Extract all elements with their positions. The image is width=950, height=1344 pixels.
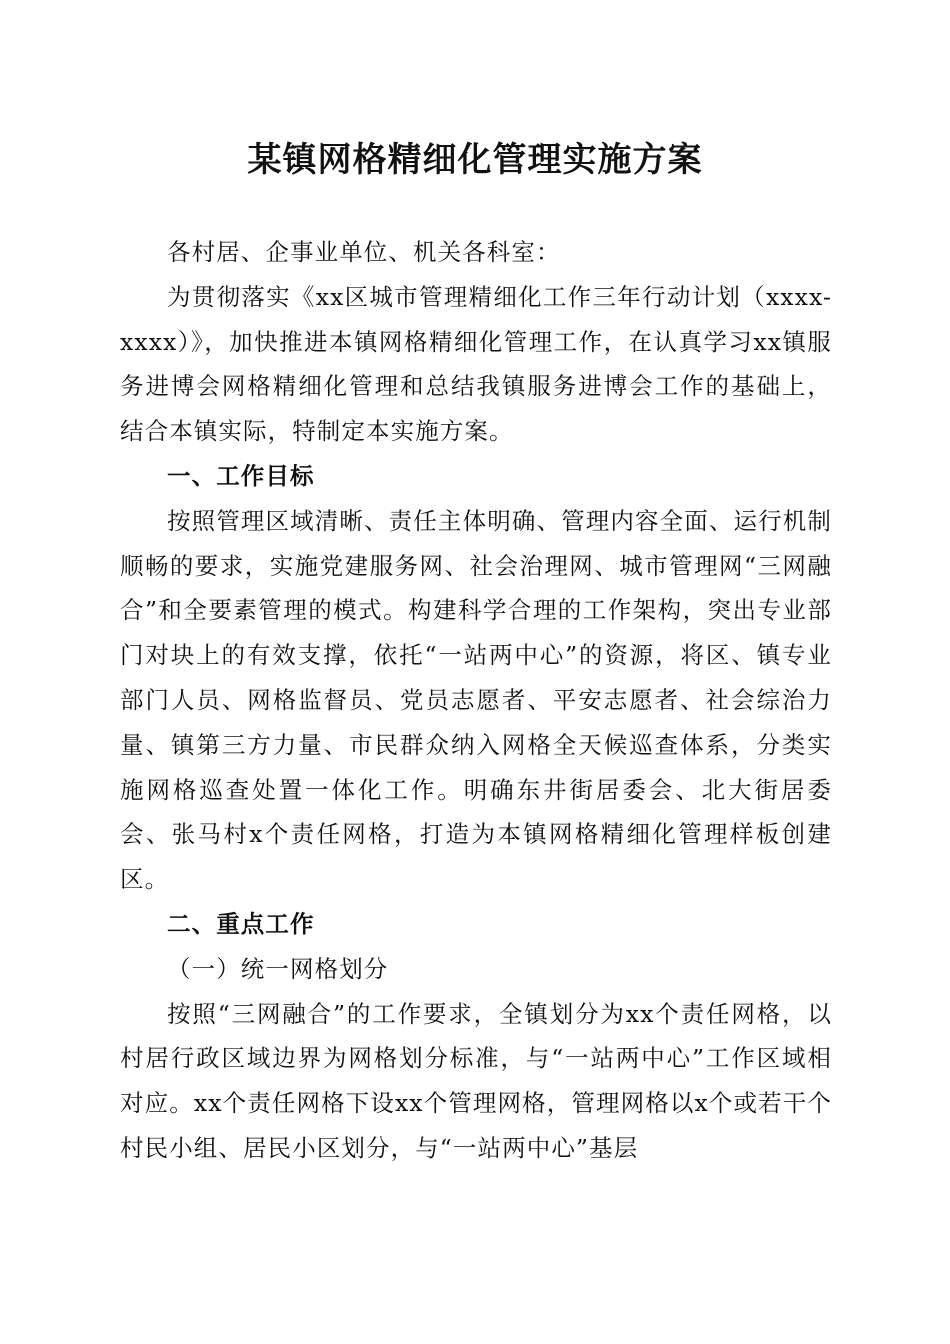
salutation: 各村居、企事业单位、机关各科室： [167,238,561,266]
subsection-heading-grid-division: （一）统一网格划分 [167,954,389,983]
work-goals-paragraph: 按照管理区域清晰、责任主体明确、管理内容全面、运行机制顺畅的要求，实施党建服务网、社会治理网、城市管理网“三网融合”和全要素管理的模式。构建科学合理的工作架构，突出专业部门对块上的有效支撑，依托“一站两中心”的资源，将区、镇专业部门人员、网格监督员、党员志愿者、平安志愿者、社会综治力量、镇第三方力量、市民群众纳入网格全天候巡查体系，分类实施网格巡查处置一体化工作。明确东井街居委会、北大街居委会、张马村x个责任网格，打造为本镇网格精细化管理样板创建区。 [120,506,832,894]
intro-paragraph: 为贯彻落实《xx区城市管理精细化工作三年行动计划（xxxx-xxxx）》，加快推进本镇网格精细化管理工作，在认真学习xx镇服务进博会网格精细化管理和总结我镇服务进博会工作的基础上，结合本镇实际，特制定本实施方案。 [120,282,832,446]
grid-division-paragraph: 按照“三网融合”的工作要求，全镇划分为xx个责任网格，以村居行政区域边界为网格划分标准，与“一站两中心”工作区域相对应。xx个责任网格下设xx个管理网格，管理网格以x个或若干个村民小组、居民小区划分，与“一站两中心”基层 [120,999,832,1162]
document-title: 某镇网格精细化管理实施方案 [247,140,703,180]
section-heading-work-goals: 一、工作目标 [167,461,315,490]
document-body [120,230,832,1171]
section-heading-key-work: 二、重点工作 [167,909,315,938]
